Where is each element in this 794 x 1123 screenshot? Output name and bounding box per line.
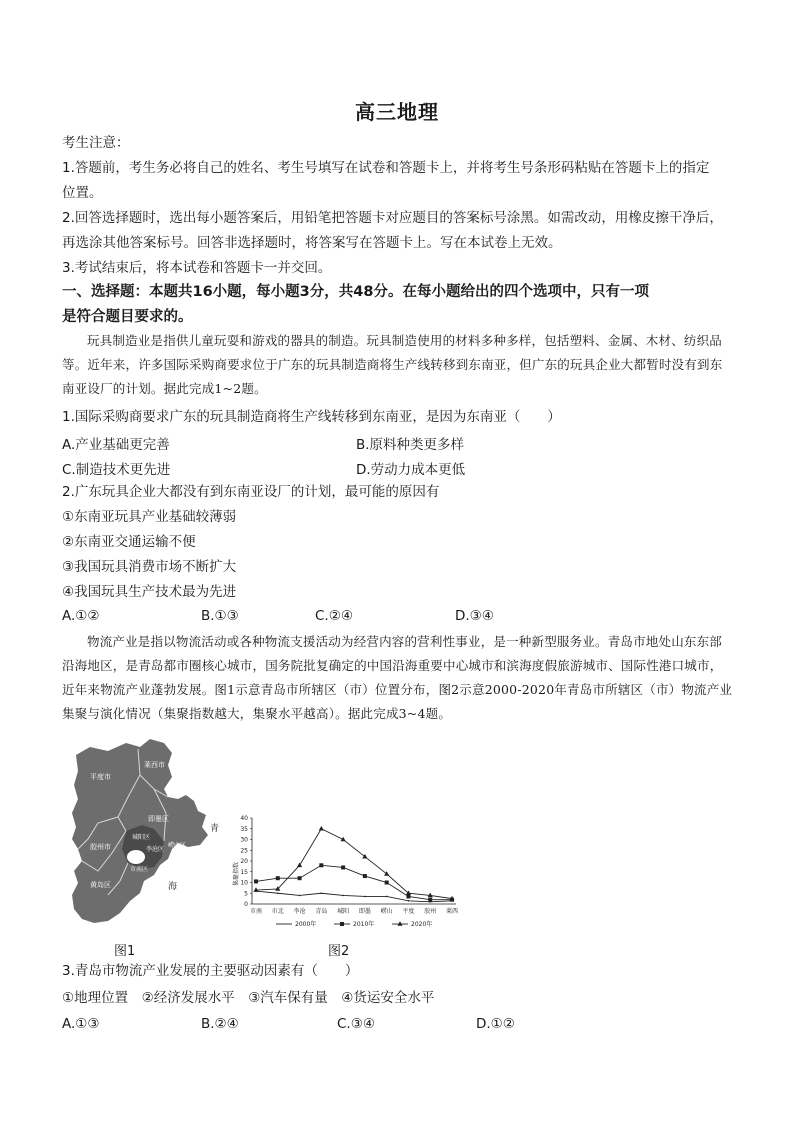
- chart-y-tick-label: 0: [244, 901, 248, 908]
- notice-item-1-cont: 位置。: [62, 185, 103, 201]
- question-2-option-d[interactable]: D.③④: [455, 608, 494, 624]
- chart-point: [277, 892, 279, 894]
- question-3-statements: ①地理位置 ②经济发展水平 ③汽车保有量 ④货运安全水平: [62, 990, 435, 1006]
- chart-point: [362, 854, 367, 859]
- chart-y-tick-label: 35: [240, 825, 248, 833]
- chart-y-tick-label: 15: [240, 868, 248, 876]
- chart-x-tick-label: 市北: [271, 908, 284, 915]
- chart-x-tick-label: 胶州: [424, 908, 437, 915]
- qingdao-district-map: [68, 735, 220, 929]
- question-2-statement-1: ①东南亚玩具产业基础较薄弱: [62, 509, 237, 525]
- map-label-jimo: 即墨区: [148, 815, 169, 823]
- chart-legend-label: 2020年: [411, 921, 433, 928]
- chart-point: [364, 896, 366, 898]
- question-3-option-a[interactable]: A.①③: [62, 1016, 100, 1032]
- chart-legend-marker: [397, 921, 402, 926]
- question-2-statement-4: ④我国玩具生产技术最为先进: [62, 584, 237, 600]
- map-label-jiaozhou: 胶州市: [90, 843, 111, 851]
- map-label-shibei: 市北区: [126, 854, 145, 861]
- question-2-stem: 2.广东玩具企业大都没有到东南亚设厂的计划，最可能的原因有: [62, 484, 440, 500]
- passage-1: 玩具制造业是指供儿童玩耍和游戏的器具的制造。玩具制造使用的材料多种多样，包括塑料、金属、木材、纺织品等。近年来，许多国际采购商要求位于广东的玩具制造商将生产线转移到东南亚，但广东的玩具企业大都暂时没有到东南亚设厂的计划。据此完成1~2题。: [62, 333, 723, 396]
- map-label-sea-1: 青: [210, 824, 220, 834]
- figure-2-caption: 图2: [328, 944, 350, 959]
- map-label-laixi: 莱西市: [144, 761, 165, 769]
- map-label-laoshan: 崂山区: [168, 842, 187, 849]
- chart-point: [428, 898, 432, 902]
- notice-item-2-cont: 再选涂其他答案标号。回答非选择题时，将答案写在答题卡上。写在本试卷上无效。: [62, 235, 562, 251]
- map-label-sea-2: 海: [168, 882, 178, 892]
- chart-point: [342, 895, 344, 897]
- question-2-option-a[interactable]: A.①②: [62, 608, 100, 624]
- question-2-statement-3: ③我国玩具消费市场不断扩大: [62, 559, 237, 575]
- map-label-licang: 李沧区: [146, 846, 165, 853]
- chart-x-tick-label: 市南: [249, 908, 263, 915]
- question-3-option-c[interactable]: C.③④: [337, 1016, 375, 1032]
- chart-x-tick-label: 平度: [402, 908, 415, 915]
- map-label-chengyang: 城阳区: [132, 834, 151, 841]
- chart-point: [385, 881, 389, 885]
- chart-y-label: 集聚指数: [233, 861, 240, 887]
- chart-point: [298, 876, 302, 880]
- chart-y-tick-label: 20: [240, 858, 248, 865]
- chart-point: [341, 865, 345, 869]
- page-title: 高三地理: [355, 100, 439, 124]
- chart-x-tick-label: 崂山: [380, 908, 393, 915]
- chart-point: [408, 900, 410, 902]
- chart-x-tick-label: 莱西: [445, 908, 459, 915]
- chart-point: [384, 871, 389, 876]
- section-heading-line-1: 一、选择题：本题共16小题，每小题3分，共48分。在每小题给出的四个选项中，只有一项: [62, 284, 649, 300]
- notice-item-2: 2.回答选择题时，选出每小题答案后，用铅笔把答题卡对应题目的答案标号涂黑。如需改动，用橡皮擦干净后，: [62, 210, 723, 226]
- question-2-option-b[interactable]: B.①③: [201, 608, 239, 624]
- question-1-option-d[interactable]: D.劳动力成本更低: [356, 462, 466, 478]
- chart-point: [406, 894, 410, 898]
- chart-point: [386, 896, 388, 898]
- chart-point: [319, 826, 324, 831]
- chart-y-tick-label: 10: [240, 879, 248, 887]
- chart-series-line: [256, 829, 452, 899]
- chart-point: [254, 879, 258, 883]
- chart-y-tick-label: 25: [240, 847, 248, 855]
- chart-y-tick-label: 40: [240, 815, 248, 822]
- chart-y-tick-label: 30: [240, 836, 248, 844]
- question-3-stem: 3.青岛市物流产业发展的主要驱动因素有（ ）: [62, 963, 359, 979]
- chart-x-tick-label: 李沧: [293, 908, 306, 915]
- question-3-option-b[interactable]: B.②④: [201, 1016, 239, 1032]
- map-label-pingdu: 平度市: [90, 773, 111, 781]
- logistics-agglomeration-chart: [226, 812, 460, 934]
- section-heading-line-2: 是符合题目要求的。: [62, 309, 193, 325]
- passage-2: 物流产业是指以物流活动或各种物流支援活动为经营内容的营利性事业，是一种新型服务业。青岛市地处山东东部沿海地区，是青岛都市圈核心城市，国务院批复确定的中国沿海重要中心城市和滨海度假旅游城市、国际性港口城市，近年来物流产业蓬勃发展。图1示意青岛市所辖区（市）位置分布，图2示意2000-2020年青岛市所辖区（市）物流产业集聚与演化情况（集聚指数越大，集聚水平越高）。据此完成3~4题。: [62, 634, 733, 721]
- notice-item-1: 1.答题前，考生务必将自己的姓名、考生号填写在试卷和答题卡上，并将考生号条形码粘贴在答题卡上的指定: [62, 160, 710, 176]
- question-3-option-d[interactable]: D.①②: [476, 1016, 515, 1032]
- chart-point: [363, 874, 367, 878]
- chart-point: [297, 863, 302, 868]
- figure-1-caption: 图1: [114, 944, 136, 959]
- question-2-option-c[interactable]: C.②④: [315, 608, 353, 624]
- notice-item-3: 3.考试结束后，将本试卷和答题卡一并交回。: [62, 260, 332, 276]
- chart-series-line: [256, 891, 452, 902]
- question-2-statement-2: ②东南亚交通运输不便: [62, 534, 196, 550]
- question-1-option-a[interactable]: A.产业基础更完善: [62, 437, 170, 453]
- chart-legend-label: 2000年: [295, 921, 317, 928]
- chart-legend-label: 2010年: [353, 921, 375, 928]
- question-1-stem: 1.国际采购商要求广东的玩具制造商将生产线转移到东南亚，是因为东南亚（ ）: [62, 409, 561, 425]
- chart-y-tick-label: 5: [244, 890, 248, 898]
- chart-x-tick-label: 青岛: [315, 908, 328, 915]
- chart-point: [276, 876, 280, 880]
- notice-heading: 考生注意：: [62, 135, 130, 151]
- chart-legend-marker: [340, 922, 344, 926]
- chart-point: [299, 895, 301, 897]
- chart-x-tick-label: 城阳: [337, 908, 350, 915]
- map-label-shinan: 市南区: [130, 866, 149, 873]
- map-label-huangdao: 黄岛区: [90, 881, 111, 889]
- chart-point: [321, 892, 323, 894]
- chart-x-tick-label: 即墨: [358, 908, 371, 915]
- question-1-option-c[interactable]: C.制造技术更先进: [62, 462, 171, 478]
- question-1-option-b[interactable]: B.原料种类更多样: [356, 437, 465, 453]
- chart-point: [319, 863, 323, 867]
